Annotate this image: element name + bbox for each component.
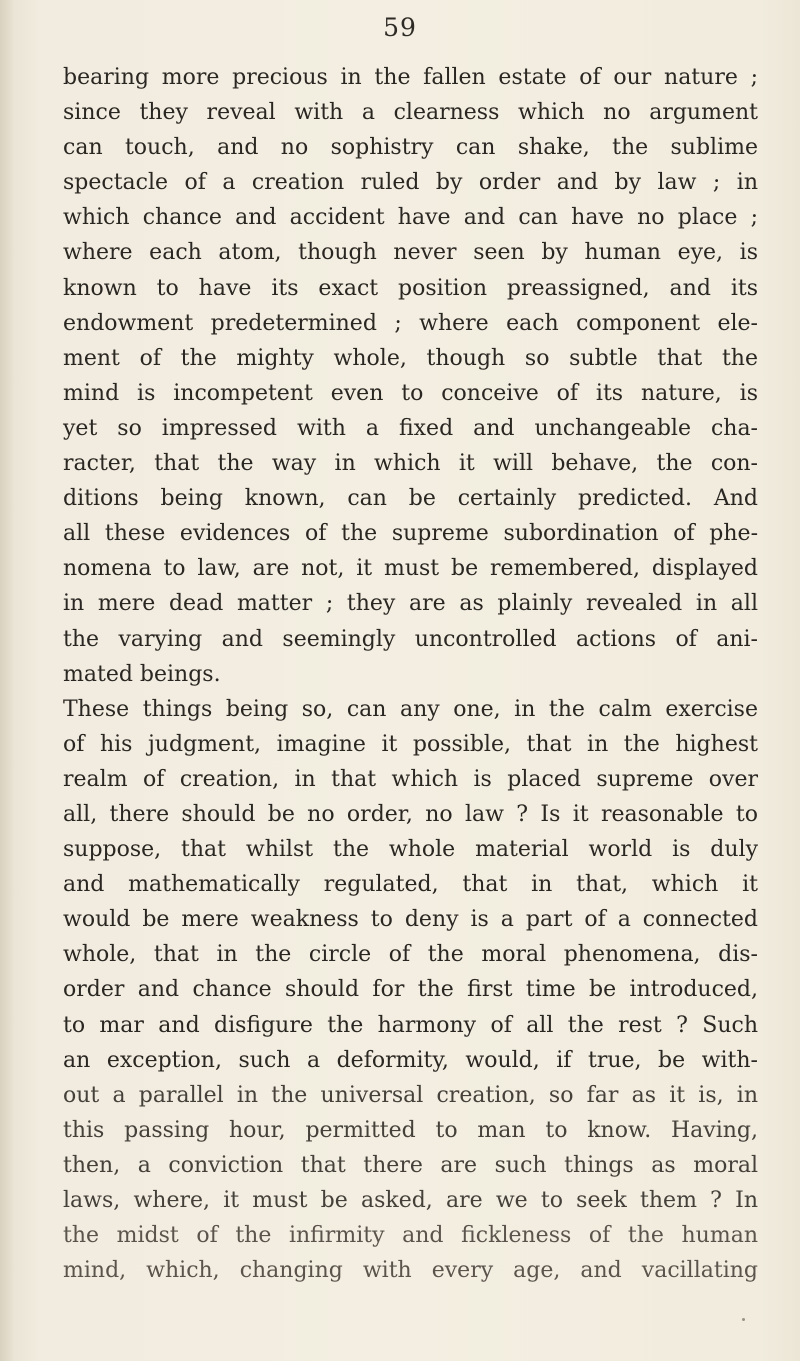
- text-line: mind is incompetent even to conceive of its nature, is: [63, 380, 758, 406]
- text-line: order and chance should for the first time be introduced,: [63, 977, 758, 1003]
- text-line: ditions being known, can be certainly predicted. And: [63, 486, 758, 512]
- text-line: would be mere weakness to deny is a part of a connected: [63, 907, 758, 933]
- text-line: laws, where, it must be asked, are we to seek them ? In: [63, 1188, 758, 1213]
- text-line: this passing hour, permitted to man to know. Having,: [63, 1117, 758, 1143]
- paragraph-start-line: These things being so, can any one, in the calm exercise: [63, 696, 758, 722]
- text-line: suppose, that whilst the whole material world is duly: [63, 837, 758, 863]
- text-line: of his judgment, imagine it possible, that in the highest: [63, 731, 758, 757]
- text-line: the midst of the infirmity and fickleness of the human: [63, 1223, 758, 1249]
- text-line: out a parallel in the universal creation, so far as it is, in: [63, 1082, 758, 1108]
- page-number: 59: [383, 13, 417, 42]
- text-line: since they reveal with a clearness which no argument: [63, 100, 758, 126]
- body-text: [63, 60, 758, 1288]
- text-line: all these evidences of the supreme subordination of phe-: [63, 521, 758, 547]
- text-line: nomena to law, are not, it must be remembered, displayed: [63, 556, 758, 582]
- text-line: mind, which, changing with every age, and vacillating: [63, 1258, 758, 1284]
- text-line: yet so impressed with a fixed and unchangeable cha-: [63, 415, 758, 441]
- text-line: racter, that the way in which it will behave, the con-: [63, 451, 758, 477]
- text-line: and mathematically regulated, that in that, which it: [63, 872, 758, 898]
- text-line: endowment predetermined ; where each component ele-: [63, 310, 758, 336]
- text-line: can touch, and no sophistry can shake, the sublime: [63, 135, 758, 161]
- text-line: which chance and accident have and can have no place ;: [63, 205, 758, 231]
- text-line: bearing more precious in the fallen estate of our nature ;: [63, 65, 758, 90]
- text-line: realm of creation, in that which is placed supreme over: [63, 766, 758, 792]
- text-line: the varying and seemingly uncontrolled actions of ani-: [63, 626, 758, 652]
- paper-speck: [742, 1318, 745, 1321]
- text-line: to mar and disfigure the harmony of all the rest ? Such: [63, 1012, 758, 1038]
- paragraph-end-line: mated beings.: [63, 661, 221, 687]
- text-line: in mere dead matter ; they are as plainly revealed in all: [63, 591, 758, 617]
- text-line: ment of the mighty whole, though so subtle that the: [63, 345, 758, 371]
- text-line: spectacle of a creation ruled by order and by law ; in: [63, 170, 758, 196]
- text-line: an exception, such a deformity, would, if true, be with-: [63, 1047, 758, 1073]
- text-line: all, there should be no order, no law ? Is it reasonable to: [63, 801, 758, 827]
- text-line: then, a conviction that there are such things as moral: [63, 1152, 758, 1178]
- text-line: known to have its exact position preassigned, and its: [63, 275, 758, 301]
- text-line: whole, that in the circle of the moral phenomena, dis-: [63, 942, 758, 968]
- spine-shadow: [0, 0, 14, 1361]
- text-line: where each atom, though never seen by human eye, is: [63, 240, 758, 266]
